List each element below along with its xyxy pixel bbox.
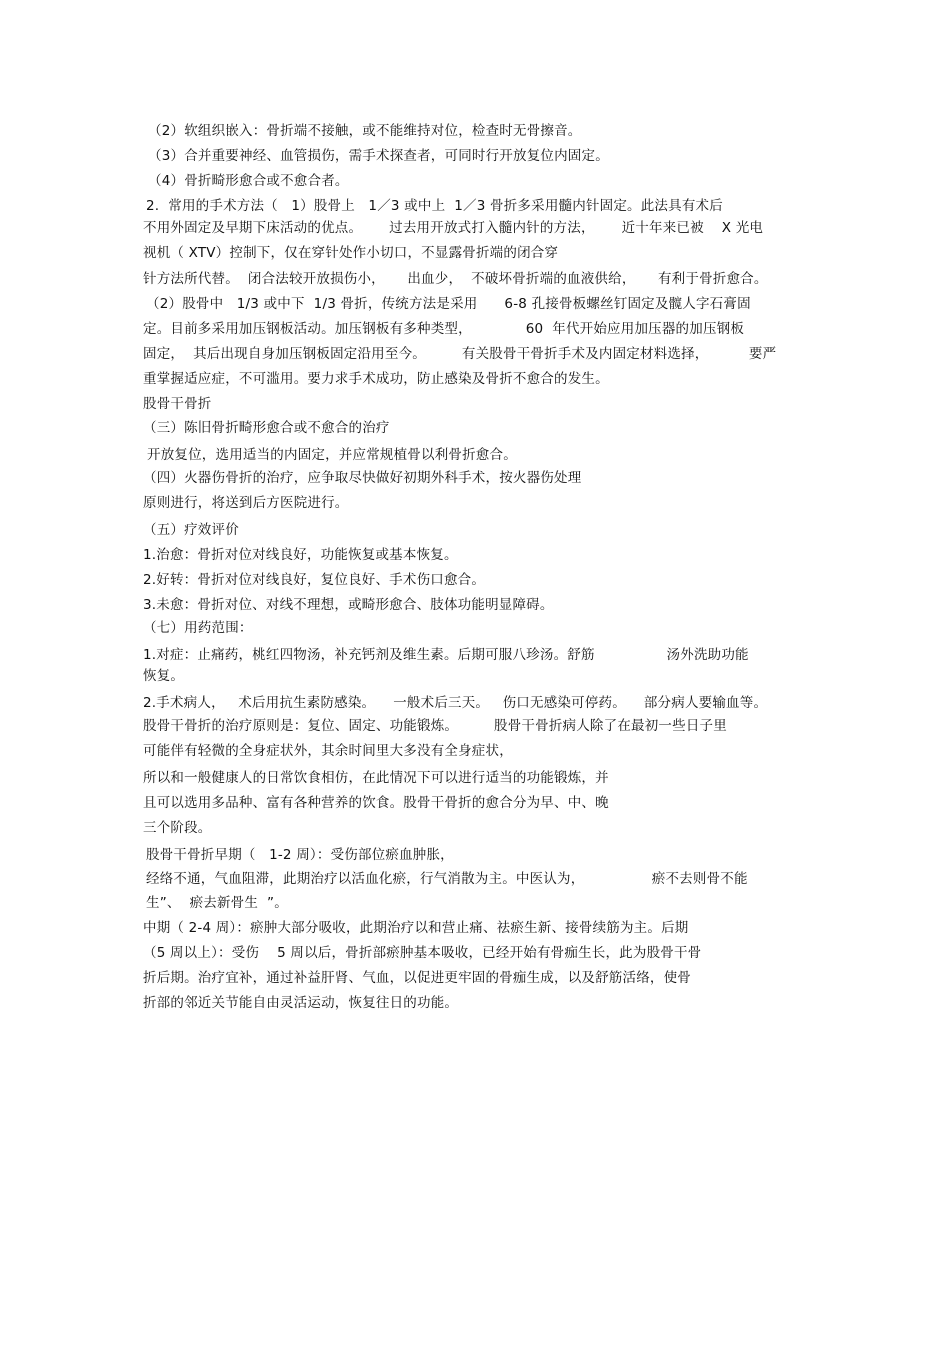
text-line: 定。目前多采用加压钢板活动。加压钢板有多种类型， 60 年代开始应用加压器的加压钢板 bbox=[143, 321, 745, 337]
text-line: 1.对症：止痛药，桃红四物汤，补充钙剂及维生素。后期可服八珍汤。舒筋 汤外洗助功能 bbox=[143, 647, 749, 663]
text-line: 且可以选用多品种、富有各种营养的饮食。股骨干骨折的愈合分为早、中、晚 bbox=[143, 795, 609, 811]
text-line: （5 周以上）：受伤 5 周以后，骨折部瘀肿基本吸收，已经开始有骨痂生长，此为股骨干骨 bbox=[143, 945, 702, 961]
text-line: （三）陈旧骨折畸形愈合或不愈合的治疗 bbox=[143, 420, 390, 436]
text-line: 不用外固定及早期下床活动的优点。 过去用开放式打入髓内针的方法， 近十年来已被 X 光电 bbox=[143, 220, 764, 236]
text-line: 所以和一般健康人的日常饮食相仿，在此情况下可以进行适当的功能锻炼，并 bbox=[143, 770, 609, 786]
text-line: （四）火器伤骨折的治疗，应争取尽快做好初期外科手术，按火器伤处理 bbox=[143, 470, 582, 486]
text-line: 针方法所代替。 闭合法较开放损伤小， 出血少， 不破坏骨折端的血液供给， 有利于骨折愈合。 bbox=[143, 271, 768, 287]
text-line: （4）骨折畸形愈合或不愈合者。 bbox=[148, 173, 349, 189]
text-line: 三个阶段。 bbox=[143, 820, 212, 836]
text-line: 折后期。治疗宜补，通过补益肝肾、气血，以促进更牢固的骨痂生成，以及舒筋活络，使骨 bbox=[143, 970, 691, 986]
text-line: （五）疗效评价 bbox=[143, 522, 239, 538]
text-line: （2）软组织嵌入：骨折端不接触，或不能维持对位，检查时无骨擦音。 bbox=[148, 123, 582, 139]
text-line: 3.未愈：骨折对位、对线不理想，或畸形愈合、肢体功能明显障碍。 bbox=[143, 597, 554, 613]
text-line: 股骨干骨折 bbox=[143, 396, 212, 412]
text-line: 1.治愈：骨折对位对线良好，功能恢复或基本恢复。 bbox=[143, 547, 458, 563]
text-line: 开放复位，选用适当的内固定，并应常规植骨以利骨折愈合。 bbox=[147, 447, 517, 463]
text-line: （3）合并重要神经、血管损伤，需手术探查者，可同时行开放复位内固定。 bbox=[148, 148, 609, 164]
text-line: 2.好转：骨折对位对线良好，复位良好、手术伤口愈合。 bbox=[143, 572, 486, 588]
text-line: 股骨干骨折早期（ 1-2 周）：受伤部位瘀血肿胀， bbox=[146, 847, 454, 863]
text-line: 固定， 其后出现自身加压钢板固定沿用至今。 有关股骨干骨折手术及内固定材料选择， 要严 bbox=[143, 346, 777, 362]
text-line: 原则进行，将送到后方医院进行。 bbox=[143, 495, 349, 511]
text-line: 折部的邻近关节能自由灵活运动，恢复往日的功能。 bbox=[143, 995, 459, 1011]
text-line: 重掌握适应症，不可滥用。要力求手术成功，防止感染及骨折不愈合的发生。 bbox=[143, 371, 609, 387]
text-line: 可能伴有轻微的全身症状外，其余时间里大多没有全身症状， bbox=[143, 743, 513, 759]
text-line: 中期（ 2-4 周）：瘀肿大部分吸收，此期治疗以和营止痛、祛瘀生新、接骨续筋为主。后期 bbox=[143, 920, 689, 936]
text-line: 2. 常用的手术方法（ 1）股骨上 1／3 或中上 1／3 骨折多采用髓内针固定。此法具有术后 bbox=[146, 198, 723, 214]
text-line: （七）用药范围： bbox=[143, 620, 253, 636]
text-line: 2.手术病人， 术后用抗生素防感染。 一般术后三天。 伤口无感染可停药。 部分病人要输血等。 bbox=[143, 695, 768, 711]
text-line: 恢复。 bbox=[143, 668, 185, 684]
text-line: 经络不通，气血阻滞，此期治疗以活血化瘀，行气消散为主。中医认为， 瘀不去则骨不能 bbox=[146, 871, 748, 887]
text-line: 股骨干骨折的治疗原则是：复位、固定、功能锻炼。 股骨干骨折病人除了在最初一些日子里 bbox=[143, 718, 727, 734]
text-line: 生”、 瘀去新骨生 ”。 bbox=[146, 895, 288, 911]
text-line: 视机（ XTV）控制下，仅在穿针处作小切口，不显露骨折端的闭合穿 bbox=[143, 245, 559, 261]
text-line: （2）股骨中 1/3 或中下 1/3 骨折，传统方法是采用 6-8 孔接骨板螺丝钉固定及髋人字石膏固 bbox=[146, 296, 751, 312]
